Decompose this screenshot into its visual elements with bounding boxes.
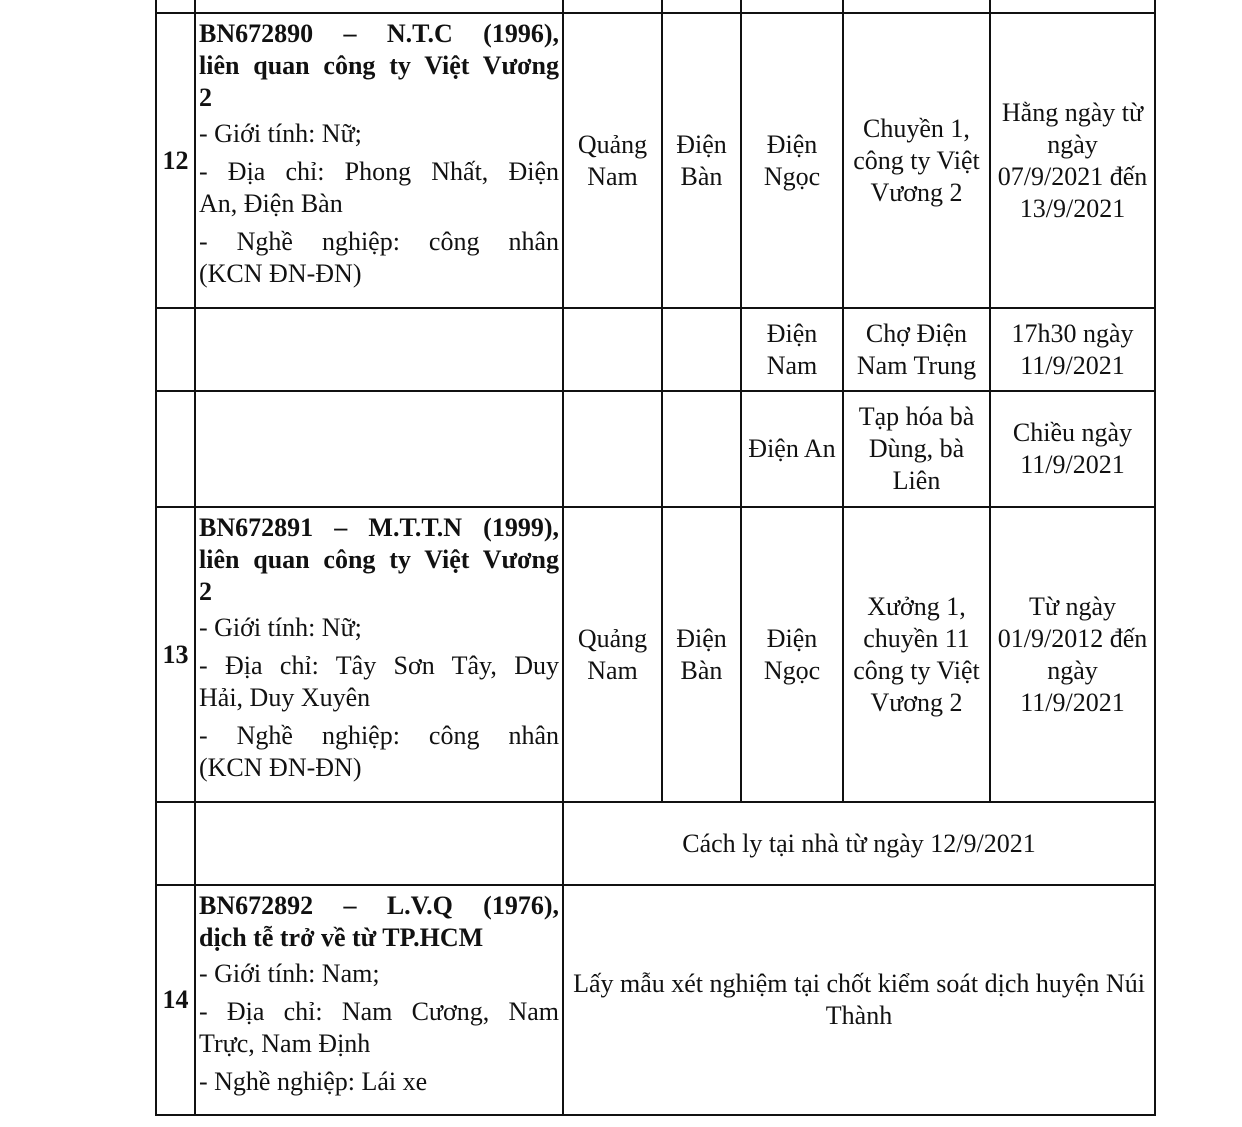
time: Từ ngày 01/9/2012 đến ngày 11/9/2021: [990, 507, 1155, 802]
place: Chuyền 1, công ty Việt Vương 2: [843, 13, 990, 308]
case-relation-end: 2: [199, 577, 212, 606]
gender: - Giới tính: Nam;: [199, 959, 380, 988]
ward: Điện Nam: [741, 308, 843, 391]
case-relation: liên quan công ty Việt Vương: [199, 51, 559, 80]
quarantine-note: Cách ly tại nhà từ ngày 12/9/2021: [563, 802, 1155, 885]
gender: - Giới tính: Nữ;: [199, 613, 362, 642]
gender: - Giới tính: Nữ;: [199, 119, 362, 148]
occupation-cont: (KCN ĐN-ĐN): [199, 259, 362, 288]
case-info: [195, 507, 563, 802]
case-table: [155, 0, 1156, 1116]
case-relation-end: 2: [199, 83, 212, 112]
case-info: [195, 13, 563, 308]
table-row: [156, 507, 1155, 802]
time: Hằng ngày từ ngày 07/9/2021 đến 13/9/2021: [990, 13, 1155, 308]
table-row-top-edge: [156, 0, 1155, 13]
time: 17h30 ngày 11/9/2021: [990, 308, 1155, 391]
place: Chợ Điện Nam Trung: [843, 308, 990, 391]
row-number: 12: [156, 13, 195, 308]
place: Tạp hóa bà Dùng, bà Liên: [843, 391, 990, 507]
address: - Địa chỉ: Nam Cương, Nam: [199, 997, 559, 1026]
ward: Điện Ngọc: [741, 13, 843, 308]
case-code: BN672892 – L.V.Q (1976),: [199, 891, 559, 920]
table-row: [156, 391, 1155, 507]
province: Quảng Nam: [563, 13, 662, 308]
address: - Địa chỉ: Tây Sơn Tây, Duy: [199, 651, 559, 680]
occupation: - Nghề nghiệp: công nhân: [199, 227, 559, 256]
address-cont: Hải, Duy Xuyên: [199, 683, 371, 712]
address: - Địa chỉ: Phong Nhất, Điện: [199, 157, 559, 186]
time: Chiều ngày 11/9/2021: [990, 391, 1155, 507]
case-code: BN672891 – M.T.T.N (1999),: [199, 513, 559, 542]
row-number: 14: [156, 885, 195, 1115]
row-number: 13: [156, 507, 195, 802]
district: Điện Bàn: [662, 507, 741, 802]
table-row: [156, 802, 1155, 885]
occupation: - Nghề nghiệp: Lái xe: [199, 1067, 428, 1096]
district: Điện Bàn: [662, 13, 741, 308]
ward: Điện Ngọc: [741, 507, 843, 802]
testing-note: Lấy mẫu xét nghiệm tại chốt kiểm soát dịch huyện Núi Thành: [563, 885, 1155, 1115]
occupation-cont: (KCN ĐN-ĐN): [199, 753, 362, 782]
case-code: BN672890 – N.T.C (1996),: [199, 19, 559, 48]
table-row: [156, 885, 1155, 1115]
address-cont: An, Điện Bàn: [199, 189, 343, 218]
province: Quảng Nam: [563, 507, 662, 802]
case-info: [195, 885, 563, 1115]
case-relation: dịch tễ trở về từ TP.HCM: [199, 923, 484, 952]
address-cont: Trực, Nam Định: [199, 1029, 371, 1058]
case-relation: liên quan công ty Việt Vương: [199, 545, 559, 574]
occupation: - Nghề nghiệp: công nhân: [199, 721, 559, 750]
table-row: [156, 308, 1155, 391]
place: Xưởng 1, chuyền 11 công ty Việt Vương 2: [843, 507, 990, 802]
table-row: [156, 13, 1155, 308]
ward: Điện An: [741, 391, 843, 507]
